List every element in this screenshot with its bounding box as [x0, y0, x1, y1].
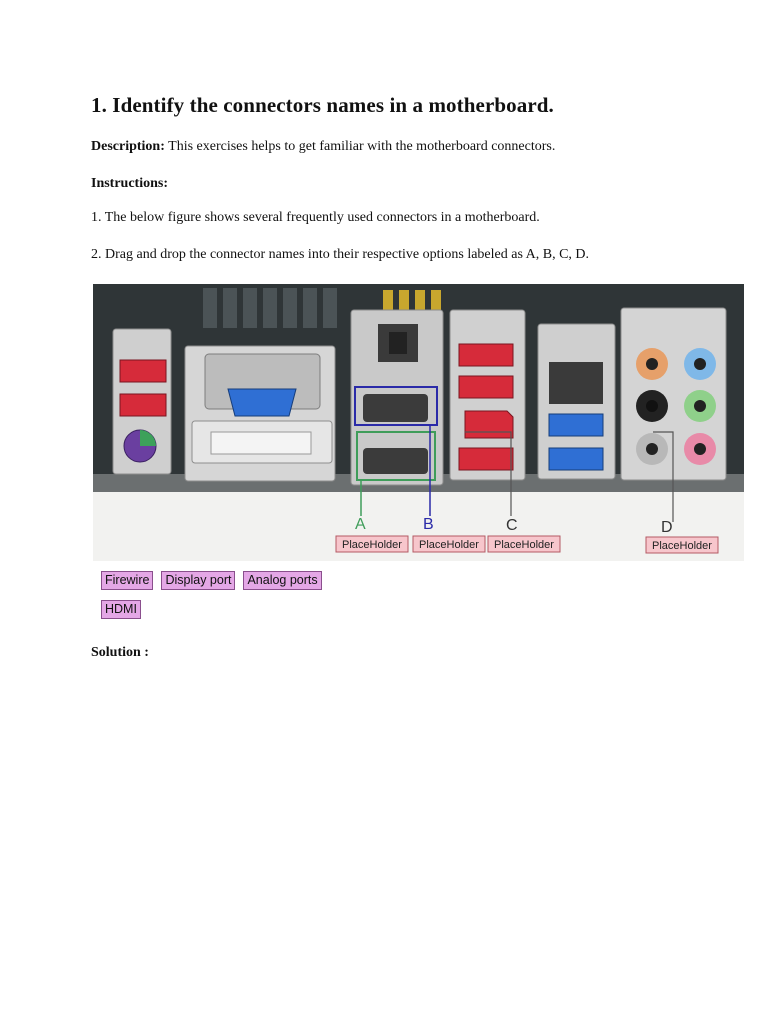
firewire-esata-stack	[450, 310, 525, 480]
draggable-options-row-1	[101, 571, 330, 590]
placeholder-c[interactable]	[488, 536, 560, 552]
draggable-options-row-2	[101, 600, 149, 619]
label-d: D	[661, 519, 673, 536]
draggable-analog-ports[interactable]: Analog ports	[243, 571, 321, 590]
instruction-step-2: 2. Drag and drop the connector names into their respective options labeled as A, B, C, D.	[91, 247, 590, 262]
instructions-heading	[91, 176, 168, 192]
solution-heading	[91, 645, 149, 661]
description-text: This exercises helps to get familiar with the motherboard connectors.	[164, 139, 556, 154]
heatsink	[203, 288, 337, 328]
placeholder-a-text: PlaceHolder	[342, 539, 402, 551]
label-c: C	[506, 517, 518, 534]
instructions-label: Instructions:	[91, 176, 169, 191]
solution-label: Solution :	[91, 645, 149, 660]
hdmi-displayport-stack	[351, 310, 443, 485]
placeholder-b[interactable]	[413, 536, 485, 552]
motherboard-io-figure	[93, 284, 744, 561]
draggable-display-port[interactable]: Display port	[161, 571, 235, 590]
label-b: B	[423, 516, 434, 533]
draggable-hdmi[interactable]: HDMI	[101, 600, 141, 619]
placeholder-b-text: PlaceHolder	[419, 539, 479, 551]
lan-usb3-stack	[538, 324, 615, 479]
instruction-step-1: 1. The below figure shows several frequently used connectors in a motherboard.	[91, 210, 540, 225]
draggable-firewire[interactable]: Firewire	[101, 571, 153, 590]
placeholder-d-text: PlaceHolder	[652, 540, 712, 552]
placeholder-d[interactable]	[646, 537, 718, 553]
page-title: 1. Identify the connectors names in a motherboard.	[91, 93, 554, 117]
label-a: A	[355, 516, 366, 533]
vga-dvi-stack	[185, 346, 335, 481]
description-label: Description:	[91, 139, 165, 154]
placeholder-c-text: PlaceHolder	[494, 539, 554, 551]
usb-ps2-stack	[113, 329, 171, 474]
description-paragraph	[91, 139, 555, 155]
placeholder-a[interactable]	[336, 536, 408, 552]
